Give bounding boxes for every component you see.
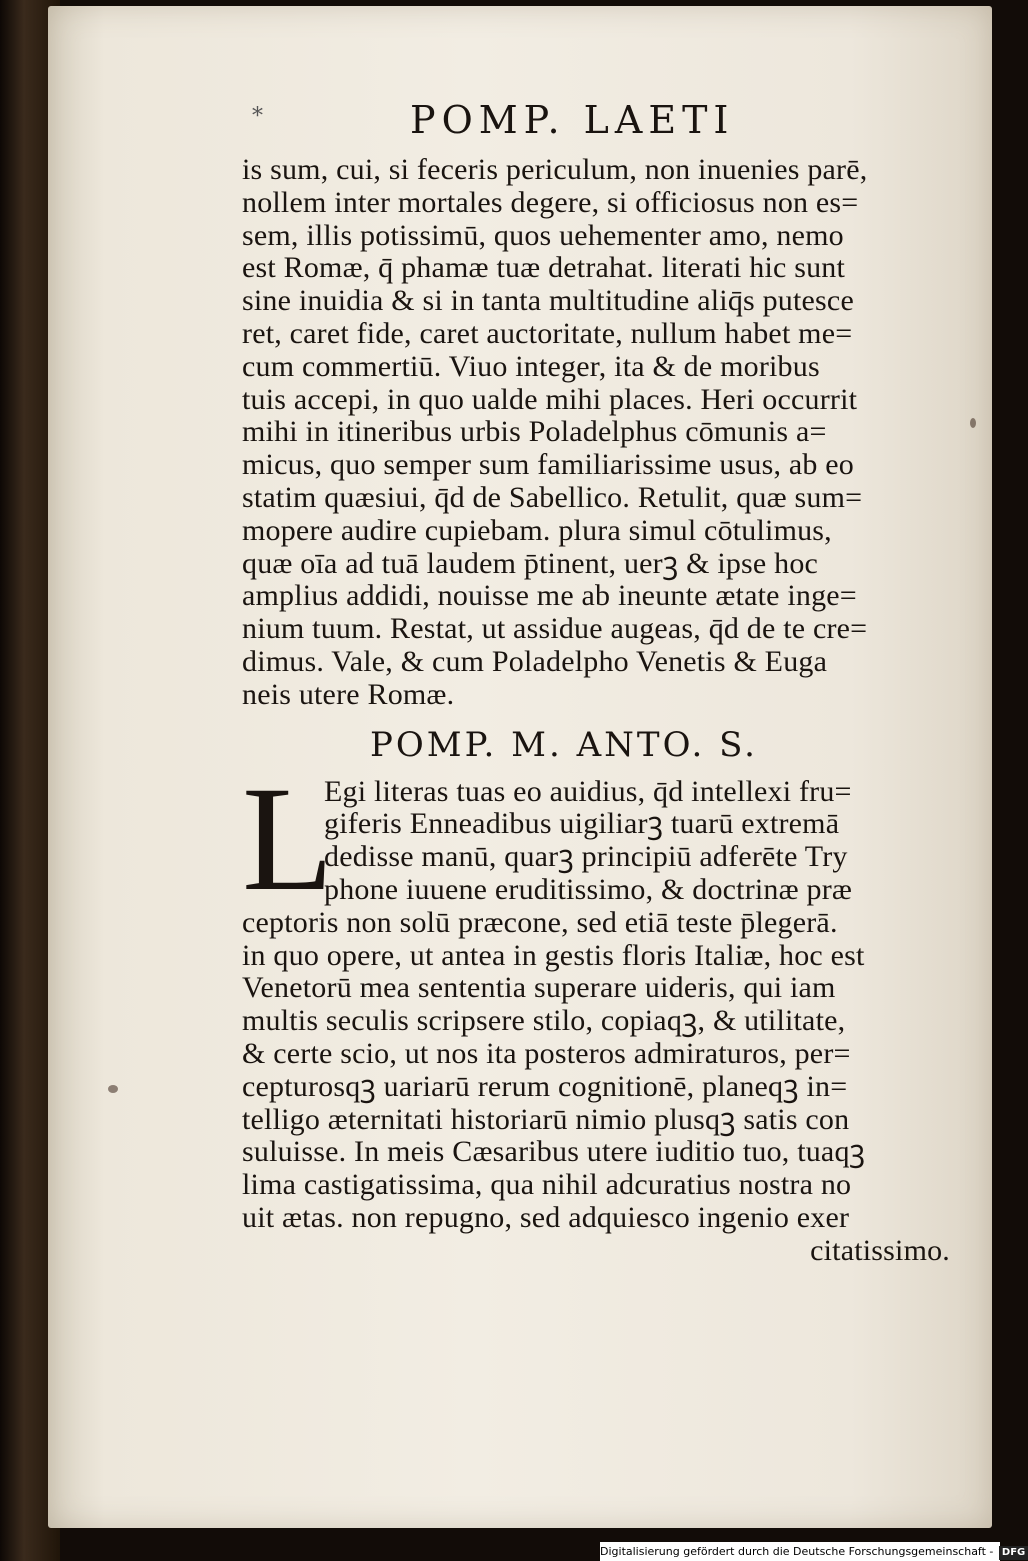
running-head-title: POMP. LAETI [410, 98, 735, 142]
section-heading: POMP. M. ANTO. S. [370, 724, 758, 765]
letter-1-text [242, 154, 956, 712]
text-line: nollem inter mortales degere, si officiosus non es= [242, 185, 859, 219]
folio-mark: * [252, 104, 263, 129]
text-line: micus, quo semper sum familiarissime usus, ab eo [242, 448, 855, 482]
text-line: is sum, cui, si feceris periculum, non inuenies parē, [242, 153, 868, 186]
running-head [242, 96, 956, 154]
text-line: in quo opere, ut antea in gestis floris Italiæ, hoc est [242, 938, 865, 972]
text-line: sine inuidia & si in tanta multitudine aliq̄s putesce [242, 284, 854, 318]
ink-blot [970, 418, 976, 428]
text-line: ret, caret fide, caret auctoritate, nullum habet me= [242, 316, 853, 350]
text-line: est Romæ, q̄ phamæ tuæ detrahat. literati hic sunt [242, 251, 846, 285]
text-line: tuis accepi, in quo ualde mihi places. Heri occurrit [242, 382, 858, 416]
text-line: phone iuuene eruditissimo, & doctrinæ præ [324, 872, 853, 906]
text-line: uit ætas. non repugno, sed adquiesco ingenio exer [242, 1200, 850, 1234]
page-text-block [242, 96, 956, 1268]
ink-blot [108, 1085, 118, 1093]
text-line: mopere audire cupiebam. plura simul cōtulimus, [242, 513, 832, 547]
text-line-last: citatissimo. [810, 1233, 950, 1267]
text-line: cepturosqꝫ uariarū rerum cognitionē, planeqꝫ in= [242, 1069, 848, 1103]
text-line: ceptoris non solū præcone, sed etiā teste p̄legerā. [242, 905, 838, 939]
text-line: dimus. Vale, & cum Poladelpho Venetis & Euga [242, 644, 828, 678]
footer-credit-text: Digitalisierung gefördert durch die Deutsche Forschungsgemeinschaft - [600, 1545, 994, 1558]
text-line: statim quæsiui, q̄d de Sabellico. Retulit, quæ sum= [242, 480, 863, 514]
text-line: Egi literas tuas eo auidius, q̄d intellexi fru= [324, 774, 852, 808]
text-line: lima castigatissima, qua nihil adcuratius nostra no [242, 1168, 852, 1202]
text-line: mihi in itineribus urbis Poladelphus cōmunis a= [242, 415, 827, 449]
text-line: cum commertiū. Viuo integer, ita & de moribus [242, 349, 820, 383]
digitization-footer [600, 1542, 1026, 1561]
text-line: suluisse. In meis Cæsaribus utere iuditio tuo, tuaqꝫ [242, 1135, 866, 1169]
text-line: amplius addidi, nouisse me ab ineunte ætate inge= [242, 579, 857, 613]
text-line: telligo æternitati historiarū nimio plusqꝫ satis con [242, 1102, 850, 1136]
text-line: nium tuum. Restat, ut assidue augeas, q̄d de te cre= [242, 612, 868, 646]
text-line: multis seculis scripsere stilo, copiaqꝫ, & utilitate, [242, 1004, 846, 1038]
text-line: & certe scio, ut nos ita posteros admiraturos, per= [242, 1036, 851, 1070]
text-line: neis utere Romæ. [242, 677, 455, 711]
text-line: quæ oīa ad tuā laudem p̄tinent, uerꝫ & ipse hoc [242, 546, 819, 580]
text-line: Venetorū mea sententia superare uideris, qui iam [242, 971, 836, 1005]
letter-2-text [242, 755, 956, 1268]
dfg-logo: DFG [999, 1546, 1028, 1560]
text-line: dedisse manū, quarꝫ principiū adferēte Try [324, 840, 848, 874]
text-line: sem, illis potissimū, quos uehementer amo, nemo [242, 218, 844, 252]
drop-cap: L [242, 755, 334, 922]
text-line: giferis Enneadibus uigiliarꝫ tuarū extremā [324, 807, 840, 841]
